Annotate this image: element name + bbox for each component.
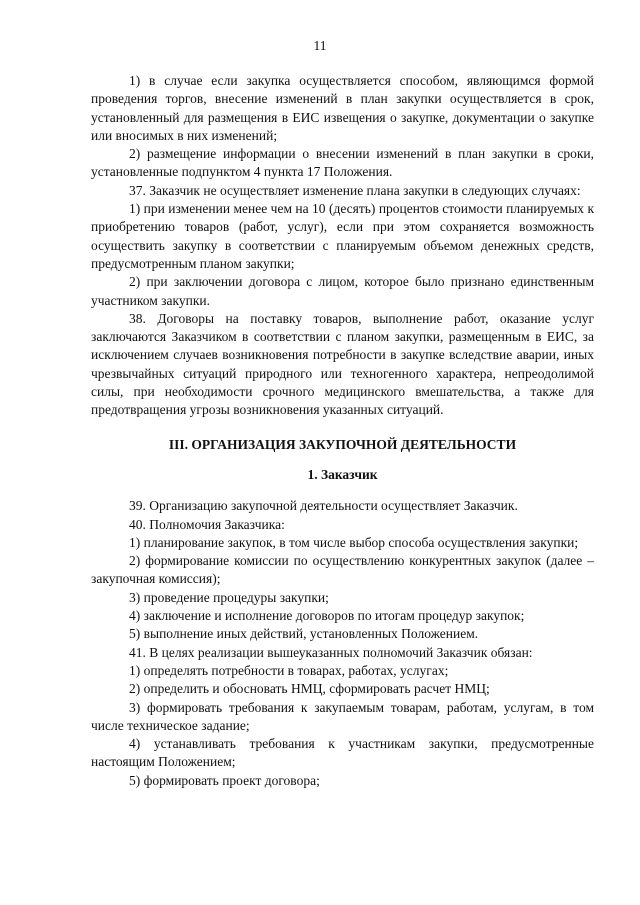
paragraph: 1) при изменении менее чем на 10 (десять) процентов стоимости планируемых к приобретению товаров (работ, услуг), если при этом сохраняется возможность осуществить закупку в соответствии с планируемым объемом денежных средств, предусмотренным планом закупки;	[91, 201, 594, 271]
list-item: 4) заключение и исполнение договоров по итогам процедур закупок;	[129, 608, 525, 624]
list-item: 4) устанавливать требования к участникам закупки, предусмотренные настоящим Положением;	[91, 736, 594, 770]
list-item: 2) формирование комиссии по осуществлению конкурентных закупок (далее – закупочная комиссия);	[91, 553, 594, 587]
document-body	[91, 72, 594, 790]
list-item: 1) планирование закупок, в том числе выбор способа осуществления закупки;	[129, 534, 579, 550]
paragraph: 38. Договоры на поставку товаров, выполнение работ, оказание услуг заключаются Заказчиком в соответствии с планом закупки, размещенным в ЕИС, за исключением случаев возникновения потребности в закупке вследствие аварии, иных чрезвычайных ситуаций природного или техногенного характера, непреодолимой силы, при необходимости срочного медицинского вмешательства, а также для предотвращения угрозы возникновения указанных ситуаций.	[91, 310, 594, 418]
list-item: 3) формировать требования к закупаемым товарам, работам, услугам, в том числе техническое задание;	[91, 699, 594, 733]
list-item: 5) формировать проект договора;	[129, 772, 320, 788]
list-item: 1) определять потребности в товарах, работах, услугах;	[129, 662, 449, 678]
list-item: 2) определить и обосновать НМЦ, сформировать расчет НМЦ;	[129, 681, 490, 697]
paragraph: 1) в случае если закупка осуществляется способом, являющимся формой проведения торгов, внесение изменений в план закупки осуществляется в срок, установленный для размещения в ЕИС извещения о закупке, документации о закупке или вносимых в них изменений;	[91, 73, 594, 143]
paragraph: 2) размещение информации о внесении изменений в план закупки в сроки, установленные подпунктом 4 пункта 17 Положения.	[91, 146, 594, 180]
paragraph: 41. В целях реализации вышеуказанных полномочий Заказчик обязан:	[129, 644, 533, 660]
page-number: 11	[313, 38, 327, 53]
subsection-heading: 1. Заказчик	[307, 466, 378, 482]
paragraph: 39. Организацию закупочной деятельности осуществляет Заказчик.	[129, 498, 518, 514]
list-item: 3) проведение процедуры закупки;	[129, 589, 329, 605]
paragraph: 40. Полномочия Заказчика:	[129, 516, 285, 532]
paragraph: 37. Заказчик не осуществляет изменение плана закупки в следующих случаях:	[129, 182, 581, 198]
list-item: 5) выполнение иных действий, установленных Положением.	[129, 626, 479, 642]
paragraph: 2) при заключении договора с лицом, которое было признано единственным участником закупки.	[91, 274, 594, 308]
section-heading: III. ОРГАНИЗАЦИЯ ЗАКУПОЧНОЙ ДЕЯТЕЛЬНОСТИ	[168, 436, 517, 452]
